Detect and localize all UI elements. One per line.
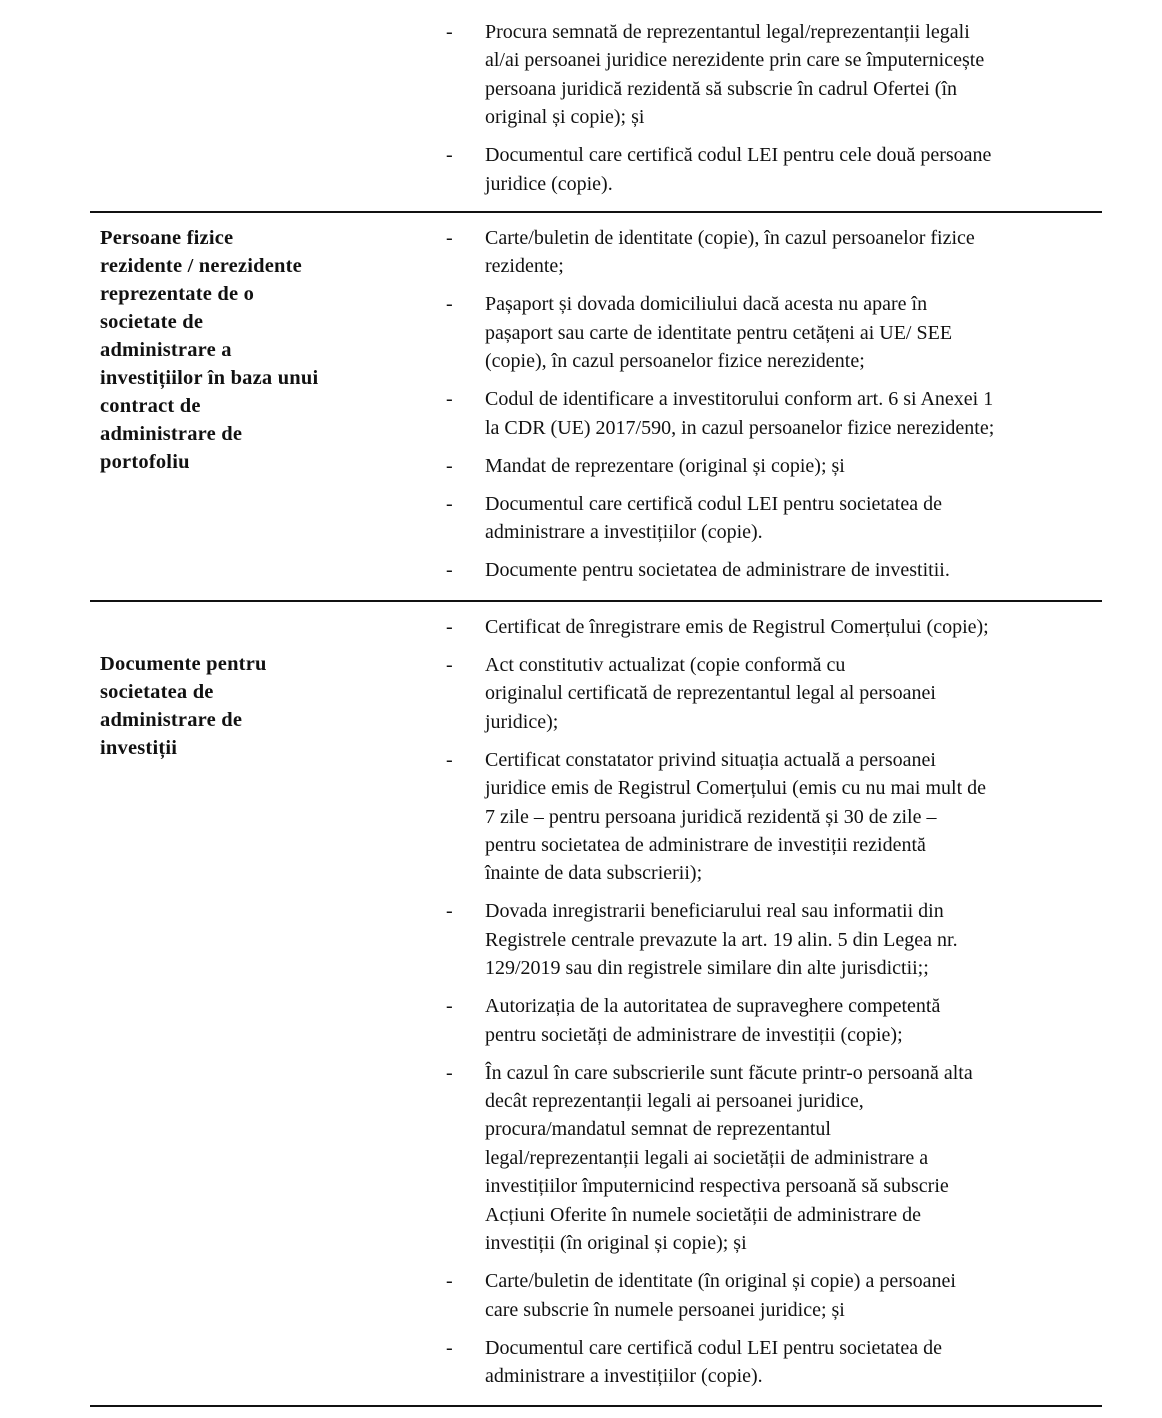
list-item — [446, 385, 1102, 442]
list-item — [446, 992, 1102, 1049]
item-line: Documentul care certifică codul LEI pentru societatea de — [485, 1336, 942, 1359]
list-item — [446, 18, 1102, 132]
item-line: administrare a investițiilor (copie). — [485, 1364, 763, 1387]
item-line: În cazul în care subscrierile sunt făcute printr-o persoană alta — [485, 1061, 973, 1084]
item-line: Carte/buletin de identitate (copie), în cazul persoanelor fizice — [485, 227, 975, 249]
list-item — [446, 651, 1102, 736]
label-line: investițiilor în baza unui — [100, 367, 319, 389]
list-item — [446, 1334, 1102, 1391]
list-bullet: - — [446, 388, 453, 411]
item-line: Documentul care certifică codul LEI pentru cele două persoane — [485, 144, 992, 167]
label-line: societatea de — [100, 681, 214, 703]
list-bullet: - — [446, 21, 453, 43]
item-line: (copie), în cazul persoanelor fizice nerezidente; — [485, 350, 865, 373]
item-line: Mandat de reprezentare (original și copie); și — [485, 454, 845, 477]
item-line: Codul de identificare a investitorului conform art. 6 si Anexei 1 — [485, 388, 994, 411]
list-item — [446, 556, 1102, 584]
label-line: contract de — [100, 395, 201, 417]
label-line: portofoliu — [100, 451, 190, 473]
item-line: pașaport sau carte de identitate pentru cetățeni ai UE/ SEE — [485, 321, 953, 344]
item-line: juridice emis de Registrul Comerțului (emis cu nu mai mult de — [485, 777, 987, 800]
item-line: procura/mandatul semnat de reprezentantul — [485, 1118, 831, 1141]
list-item — [446, 452, 1102, 480]
item-line: Dovada inregistrarii beneficiarului real sau informatii din — [485, 900, 944, 923]
list-item — [446, 141, 1102, 198]
item-line: Acțiuni Oferite în numele societății de administrare de — [485, 1203, 921, 1226]
row-divider — [90, 211, 1102, 213]
list-item — [446, 897, 1102, 982]
list-item — [446, 1267, 1102, 1324]
item-line: care subscrie în numele persoanei juridice; și — [485, 1298, 845, 1321]
item-line: legal/reprezentanții legali ai societății de administrare a — [485, 1146, 929, 1169]
list-bullet: - — [446, 654, 453, 676]
item-line: investițiilor împuternicind respectiva persoană să subscrie — [485, 1175, 949, 1198]
list-item — [446, 224, 1102, 281]
item-line: persoana juridică rezidentă să subscrie în cadrul Ofertei (în — [485, 77, 958, 100]
label-line: rezidente / nerezidente — [100, 255, 302, 277]
item-line: 7 zile – pentru persoana juridică rezidentă și 30 de zile – — [485, 805, 937, 828]
label-line: reprezentate de o — [100, 283, 255, 305]
item-line: înainte de data subscrierii); — [485, 862, 703, 885]
item-line: Act constitutiv actualizat (copie conformă cu — [485, 654, 846, 676]
list-bullet: - — [446, 1061, 453, 1084]
item-line: juridice); — [485, 710, 559, 733]
item-line: Certificat de înregistrare emis de Registrul Comerțului (copie); — [485, 616, 989, 638]
item-line: pentru societăți de administrare de investiții (copie); — [485, 1023, 903, 1046]
item-line: rezidente; — [485, 255, 564, 278]
list-bullet: - — [446, 1336, 453, 1359]
list-bullet: - — [446, 748, 453, 771]
item-line: Certificat constatator privind situația actuală a persoanei — [485, 748, 936, 771]
list-bullet: - — [446, 995, 453, 1018]
list-bullet: - — [446, 227, 453, 249]
label-line: Persoane fizice — [100, 227, 234, 249]
item-line: Documente pentru societatea de administrare de investitii. — [485, 559, 950, 582]
label-line: administrare de — [100, 709, 243, 731]
list-item — [446, 290, 1102, 375]
item-line: decât reprezentanții legali ai persoanei juridice, — [485, 1090, 864, 1113]
item-line: la CDR (UE) 2017/590, in cazul persoanelor fizice nerezidente; — [485, 416, 995, 439]
row-label — [100, 224, 430, 476]
item-line: juridice (copie). — [485, 172, 613, 195]
list-bullet: - — [446, 1270, 453, 1293]
list-item — [446, 746, 1102, 888]
row-divider — [90, 600, 1102, 602]
label-line: investiții — [100, 737, 178, 759]
list-bullet: - — [446, 492, 453, 515]
item-line: Registrele centrale prevazute la art. 19 alin. 5 din Legea nr. — [485, 928, 958, 951]
item-line: originalul certificată de reprezentantul legal al persoanei — [485, 682, 936, 705]
item-line: administrare a investițiilor (copie). — [485, 521, 763, 544]
item-line: investiții (în original și copie); și — [485, 1232, 747, 1255]
item-line: pentru societatea de administrare de investiții rezidentă — [485, 834, 926, 857]
list-bullet: - — [446, 900, 453, 923]
list-item — [446, 490, 1102, 547]
list-item — [446, 1059, 1102, 1258]
item-line: Pașaport și dovada domiciliului dacă acesta nu apare în — [485, 293, 928, 316]
requirements-list — [446, 224, 1102, 594]
list-bullet: - — [446, 144, 453, 167]
requirements-list — [446, 18, 1102, 208]
item-line: original și copie); și — [485, 106, 645, 129]
list-bullet: - — [446, 454, 453, 477]
label-line: administrare de — [100, 423, 243, 445]
requirements-list — [446, 613, 1102, 1400]
label-line: administrare a — [100, 339, 232, 361]
list-bullet: - — [446, 616, 453, 638]
list-bullet: - — [446, 559, 453, 582]
list-item — [446, 613, 1102, 641]
item-line: Autorizația de la autoritatea de supraveghere competentă — [485, 995, 941, 1018]
label-line: societate de — [100, 311, 204, 333]
row-divider — [90, 1405, 1102, 1407]
row-label — [100, 650, 430, 762]
item-line: Carte/buletin de identitate (în original și copie) a persoanei — [485, 1270, 956, 1293]
label-line: Documente pentru — [100, 653, 267, 675]
item-line: Procura semnată de reprezentantul legal/reprezentanții legali — [485, 21, 970, 43]
item-line: 129/2019 sau din registrele similare din alte jurisdictii;; — [485, 957, 929, 980]
item-line: Documentul care certifică codul LEI pentru societatea de — [485, 492, 942, 515]
list-bullet: - — [446, 293, 453, 316]
item-line: al/ai persoanei juridice nerezidente prin care se împuternicește — [485, 49, 985, 72]
